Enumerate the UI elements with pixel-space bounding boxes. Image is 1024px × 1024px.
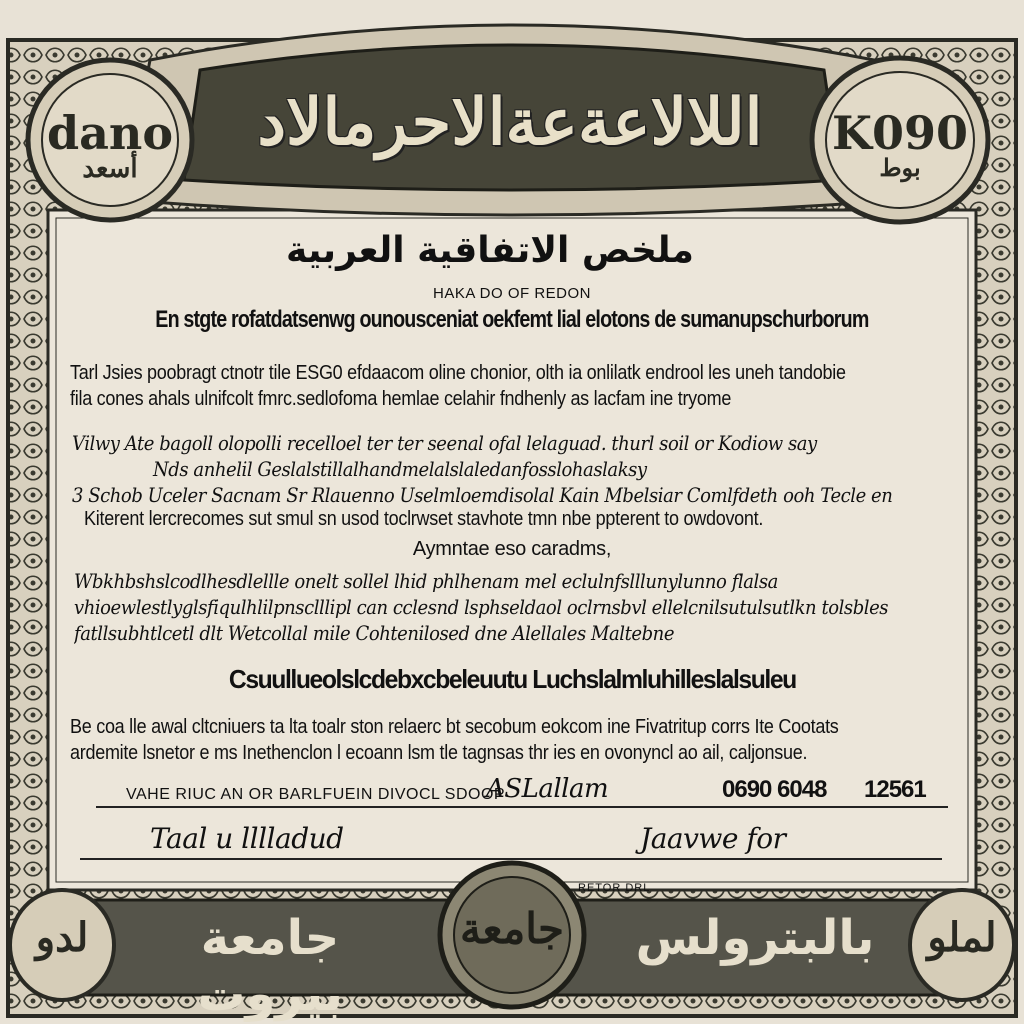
- paragraph-intro-line-2: fila cones ahals ulnifcolt fmrc.sedlofoma hemlae celahir fndhenly as lacfam ine tryome: [70, 388, 732, 410]
- arabic-heading: ملخص الاتفاقية العربية: [286, 230, 694, 271]
- script2-line-3: fatllsubhtlcetl dlt Wetcollal mile Cohtenilosed dne Alellales Maltebne: [74, 621, 675, 645]
- centered-note: Aymntae eso caradms,: [412, 538, 612, 560]
- signature-label: VAHE RIUC AN OR BARLFUEIN DIVOCL SDOOP: [126, 786, 506, 803]
- closing-line-2: ardemite lsnetor e ms Inethenclon l ecoann lsm tle tagnsas thr ies en ovonyncl ao ail, caljonsue.: [70, 742, 808, 764]
- script-line-3: 3 Schob Uceler Sacnam Sr Rlauenno Uselmloemdisolal Kain Mbelsiar Comlfdeth ooh Tecle en: [72, 483, 893, 507]
- script-line-2: Nds anhelil Geslalstillalhandmelalslaledanfosslohaslaksy: [153, 457, 647, 481]
- footer-left-corner: لدو: [35, 914, 89, 961]
- script-line-1: Vilwy Ate bagoll olopolli recelloel ter ter seenal ofal lelaguad. thurl soil or Kodiow say: [72, 431, 817, 455]
- right-seal: [820, 106, 980, 182]
- seal-caption: RETOR DRL: [578, 882, 651, 894]
- script2-line-1: Wbkhbshslcodlhesdlellle onelt sollel lhid phlhenam mel eclulnfslllunylunno flalsa: [74, 569, 778, 593]
- signature-right: Jaavwe for: [640, 822, 786, 855]
- footer-right-text: بالبترولس: [635, 910, 875, 966]
- left-seal-bottom: أسعد: [82, 154, 138, 184]
- script2-line-2: vhioewlestlyglsfiqulhlilpnsclllipl can cclesnd lsphseldaol oclrnsbvl ellelcnilsutulsutlkn tolsbles: [74, 595, 889, 619]
- right-seal-bottom: بوط: [879, 153, 921, 182]
- heavy-statement: Csuullueolslcdebxcbeleuutu Luchslalmluhilleslalsuleu: [228, 664, 796, 694]
- footer-center-seal: جامعة: [459, 904, 565, 953]
- right-seal-top: K090: [831, 106, 968, 160]
- footer-left-text: جامعة بيروت: [197, 910, 343, 1022]
- paragraph-intro-line-1: Tarl Jsies poobragt ctnotr tile ESG0 efdaacom oline chonior, olth ia onlilatk endrool les uneh tandobie: [70, 362, 846, 384]
- signature-line-bottom: [80, 822, 942, 860]
- closing-line-1: Be coa lle awal cltcniuers ta lta toalr ston relaerc bt secobum eokcom ine Fivatritup corrs Ite Cootats: [70, 716, 839, 738]
- paragraph-second: Kiterent lercrecomes sut smul sn usod toclrwset stavhote tmn nbe ppterent to owdovont.: [84, 508, 764, 530]
- script-block: [72, 430, 952, 508]
- closing-paragraph: [70, 714, 960, 766]
- script-block-2: [74, 568, 954, 646]
- subtitle-line: HAKA DO OF REDON: [432, 285, 592, 302]
- header-title: اللالاعةعةالاحرمالاد: [257, 85, 763, 160]
- left-seal: [30, 106, 190, 184]
- signature-left: Taal u lllladud: [150, 822, 344, 855]
- signature-row: [96, 774, 948, 808]
- bold-heading: En stgte rofatdatsenwg ounousceniat oekfemt lial elotons de sumanupschurborum: [155, 306, 869, 333]
- paragraph-intro: [70, 360, 960, 412]
- document-number-2: 12561: [864, 776, 926, 803]
- footer-right-corner: لملو: [927, 914, 997, 961]
- left-seal-top: dano: [46, 106, 174, 160]
- signature-script: ASLallam: [486, 774, 609, 804]
- document-number: 0690 6048: [722, 776, 827, 803]
